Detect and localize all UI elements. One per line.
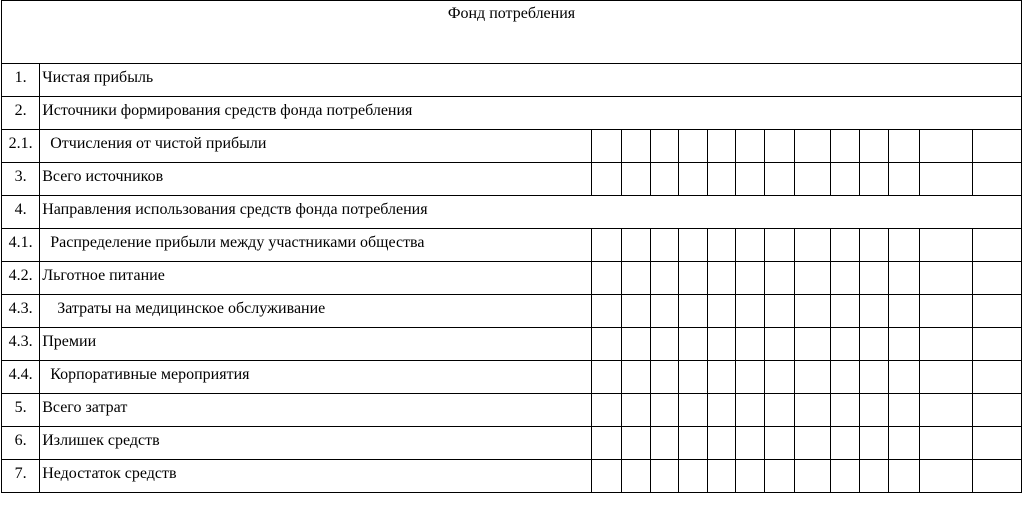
- consumption-fund-table: [1, 0, 1022, 493]
- value-cell[interactable]: [859, 295, 888, 328]
- value-cell[interactable]: [889, 130, 920, 163]
- row-label: Затраты на медицинское обслуживание: [40, 295, 592, 328]
- value-cell[interactable]: [889, 460, 920, 493]
- table-body: [2, 1, 1022, 493]
- value-cell[interactable]: [889, 295, 920, 328]
- value-cell[interactable]: [920, 262, 973, 295]
- value-cell[interactable]: [708, 295, 736, 328]
- value-cell[interactable]: [794, 460, 830, 493]
- value-cell[interactable]: [736, 427, 765, 460]
- row-label: Льготное питание: [40, 262, 592, 295]
- row-number: 3.: [2, 163, 40, 196]
- value-cell[interactable]: [736, 460, 765, 493]
- row-number: 4.: [2, 196, 40, 229]
- value-cell[interactable]: [621, 295, 650, 328]
- value-cell[interactable]: [650, 295, 678, 328]
- value-cell[interactable]: [889, 427, 920, 460]
- row-number: 5.: [2, 394, 40, 427]
- value-cell[interactable]: [859, 328, 888, 361]
- value-cell[interactable]: [708, 163, 736, 196]
- value-cell[interactable]: [765, 394, 794, 427]
- value-cell[interactable]: [736, 394, 765, 427]
- value-cell[interactable]: [621, 130, 650, 163]
- row-number: 4.4.: [2, 361, 40, 394]
- row-label: Чистая прибыль: [40, 64, 1022, 97]
- consumption-fund-sheet: [1, 0, 1022, 493]
- row-label: Всего затрат: [40, 394, 592, 427]
- value-cell[interactable]: [765, 262, 794, 295]
- table-row: [2, 262, 1022, 295]
- value-cell[interactable]: [650, 361, 678, 394]
- value-cell[interactable]: [973, 328, 1022, 361]
- table-row: [2, 97, 1022, 130]
- value-cell[interactable]: [765, 361, 794, 394]
- value-cell[interactable]: [920, 394, 973, 427]
- value-cell[interactable]: [621, 460, 650, 493]
- value-cell[interactable]: [830, 394, 859, 427]
- value-cell[interactable]: [830, 361, 859, 394]
- table-row: [2, 427, 1022, 460]
- value-cell[interactable]: [859, 262, 888, 295]
- value-cell[interactable]: [889, 163, 920, 196]
- value-cell[interactable]: [708, 361, 736, 394]
- value-cell[interactable]: [678, 295, 707, 328]
- value-cell[interactable]: [920, 295, 973, 328]
- value-cell[interactable]: [889, 328, 920, 361]
- value-cell[interactable]: [859, 163, 888, 196]
- value-cell[interactable]: [678, 328, 707, 361]
- value-cell[interactable]: [650, 328, 678, 361]
- value-cell[interactable]: [708, 130, 736, 163]
- row-number: 4.1.: [2, 229, 40, 262]
- value-cell[interactable]: [765, 229, 794, 262]
- value-cell[interactable]: [592, 361, 621, 394]
- value-cell[interactable]: [794, 229, 830, 262]
- value-cell[interactable]: [859, 130, 888, 163]
- row-label: Излишек средств: [40, 427, 592, 460]
- value-cell[interactable]: [889, 262, 920, 295]
- row-label: Недостаток средств: [40, 460, 592, 493]
- value-cell[interactable]: [678, 361, 707, 394]
- value-cell[interactable]: [736, 328, 765, 361]
- value-cell[interactable]: [794, 328, 830, 361]
- row-number: 4.3.: [2, 328, 40, 361]
- table-title: Фонд потребления: [2, 1, 1022, 64]
- title-row: [2, 1, 1022, 64]
- value-cell[interactable]: [592, 328, 621, 361]
- value-cell[interactable]: [621, 328, 650, 361]
- row-label: Всего источников: [40, 163, 592, 196]
- value-cell[interactable]: [621, 163, 650, 196]
- value-cell[interactable]: [592, 262, 621, 295]
- value-cell[interactable]: [973, 427, 1022, 460]
- row-label: Премии: [40, 328, 592, 361]
- row-number: 6.: [2, 427, 40, 460]
- value-cell[interactable]: [765, 163, 794, 196]
- value-cell[interactable]: [889, 361, 920, 394]
- value-cell[interactable]: [592, 295, 621, 328]
- table-row: [2, 460, 1022, 493]
- value-cell[interactable]: [920, 460, 973, 493]
- value-cell[interactable]: [708, 262, 736, 295]
- value-cell[interactable]: [973, 460, 1022, 493]
- table-row: [2, 229, 1022, 262]
- value-cell[interactable]: [859, 427, 888, 460]
- value-cell[interactable]: [794, 130, 830, 163]
- value-cell[interactable]: [736, 295, 765, 328]
- value-cell[interactable]: [736, 163, 765, 196]
- value-cell[interactable]: [592, 229, 621, 262]
- value-cell[interactable]: [859, 361, 888, 394]
- value-cell[interactable]: [592, 130, 621, 163]
- row-number: 7.: [2, 460, 40, 493]
- value-cell[interactable]: [973, 394, 1022, 427]
- value-cell[interactable]: [765, 130, 794, 163]
- value-cell[interactable]: [650, 229, 678, 262]
- value-cell[interactable]: [678, 460, 707, 493]
- table-row: [2, 130, 1022, 163]
- value-cell[interactable]: [592, 427, 621, 460]
- row-label: Отчисления от чистой прибыли: [40, 130, 592, 163]
- value-cell[interactable]: [794, 163, 830, 196]
- value-cell[interactable]: [592, 460, 621, 493]
- value-cell[interactable]: [794, 262, 830, 295]
- value-cell[interactable]: [678, 262, 707, 295]
- value-cell[interactable]: [678, 130, 707, 163]
- value-cell[interactable]: [736, 361, 765, 394]
- value-cell[interactable]: [973, 229, 1022, 262]
- value-cell[interactable]: [708, 229, 736, 262]
- value-cell[interactable]: [859, 394, 888, 427]
- value-cell[interactable]: [765, 427, 794, 460]
- value-cell[interactable]: [830, 427, 859, 460]
- row-label: Распределение прибыли между участниками общества: [40, 229, 592, 262]
- value-cell[interactable]: [920, 328, 973, 361]
- value-cell[interactable]: [889, 229, 920, 262]
- value-cell[interactable]: [794, 427, 830, 460]
- row-number: 4.2.: [2, 262, 40, 295]
- value-cell[interactable]: [794, 361, 830, 394]
- value-cell[interactable]: [765, 460, 794, 493]
- value-cell[interactable]: [973, 361, 1022, 394]
- row-number: 2.1.: [2, 130, 40, 163]
- value-cell[interactable]: [973, 163, 1022, 196]
- value-cell[interactable]: [736, 262, 765, 295]
- value-cell[interactable]: [830, 262, 859, 295]
- row-number: 4.3.: [2, 295, 40, 328]
- value-cell[interactable]: [736, 130, 765, 163]
- value-cell[interactable]: [830, 163, 859, 196]
- value-cell[interactable]: [708, 394, 736, 427]
- value-cell[interactable]: [650, 130, 678, 163]
- row-label: Источники формирования средств фонда потребления: [40, 97, 1022, 130]
- value-cell[interactable]: [621, 361, 650, 394]
- value-cell[interactable]: [859, 229, 888, 262]
- value-cell[interactable]: [650, 394, 678, 427]
- value-cell[interactable]: [794, 295, 830, 328]
- value-cell[interactable]: [765, 295, 794, 328]
- table-row: [2, 394, 1022, 427]
- value-cell[interactable]: [592, 394, 621, 427]
- value-cell[interactable]: [708, 328, 736, 361]
- value-cell[interactable]: [973, 130, 1022, 163]
- row-label: Направления использования средств фонда потребления: [40, 196, 1022, 229]
- value-cell[interactable]: [830, 460, 859, 493]
- value-cell[interactable]: [678, 394, 707, 427]
- value-cell[interactable]: [830, 295, 859, 328]
- table-row: [2, 361, 1022, 394]
- value-cell[interactable]: [678, 163, 707, 196]
- row-number: 1.: [2, 64, 40, 97]
- value-cell[interactable]: [621, 427, 650, 460]
- value-cell[interactable]: [621, 229, 650, 262]
- value-cell[interactable]: [678, 427, 707, 460]
- value-cell[interactable]: [708, 427, 736, 460]
- value-cell[interactable]: [830, 229, 859, 262]
- value-cell[interactable]: [736, 229, 765, 262]
- value-cell[interactable]: [920, 361, 973, 394]
- row-number: 2.: [2, 97, 40, 130]
- value-cell[interactable]: [830, 328, 859, 361]
- value-cell[interactable]: [678, 229, 707, 262]
- value-cell[interactable]: [830, 130, 859, 163]
- value-cell[interactable]: [920, 229, 973, 262]
- row-label: Корпоративные мероприятия: [40, 361, 592, 394]
- table-row: [2, 295, 1022, 328]
- value-cell[interactable]: [920, 130, 973, 163]
- value-cell[interactable]: [920, 163, 973, 196]
- table-row: [2, 328, 1022, 361]
- value-cell[interactable]: [592, 163, 621, 196]
- value-cell[interactable]: [650, 460, 678, 493]
- value-cell[interactable]: [708, 460, 736, 493]
- table-row: [2, 64, 1022, 97]
- table-row: [2, 196, 1022, 229]
- table-row: [2, 163, 1022, 196]
- value-cell[interactable]: [859, 460, 888, 493]
- value-cell[interactable]: [973, 262, 1022, 295]
- value-cell[interactable]: [920, 427, 973, 460]
- value-cell[interactable]: [794, 394, 830, 427]
- value-cell[interactable]: [650, 427, 678, 460]
- value-cell[interactable]: [973, 295, 1022, 328]
- value-cell[interactable]: [889, 394, 920, 427]
- value-cell[interactable]: [621, 262, 650, 295]
- value-cell[interactable]: [650, 163, 678, 196]
- value-cell[interactable]: [765, 328, 794, 361]
- value-cell[interactable]: [650, 262, 678, 295]
- value-cell[interactable]: [621, 394, 650, 427]
